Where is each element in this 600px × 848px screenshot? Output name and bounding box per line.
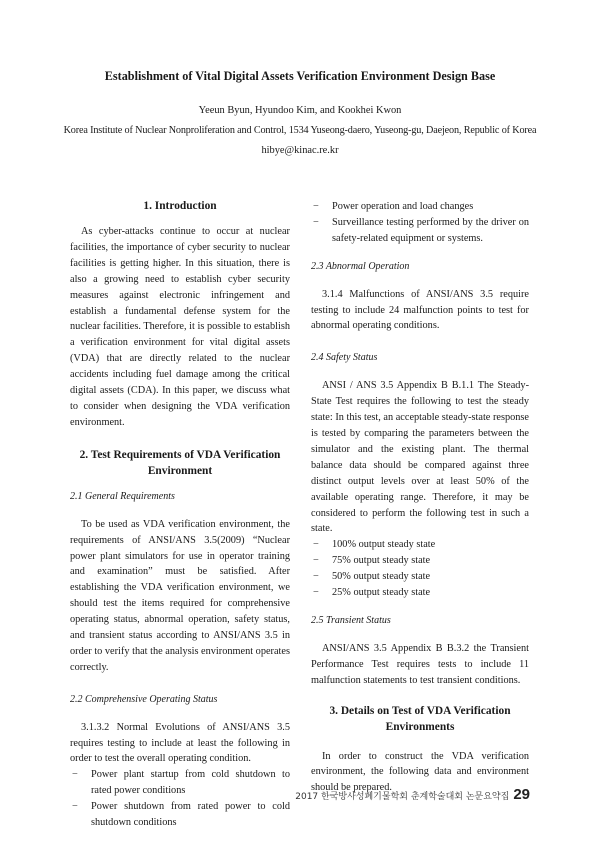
list-item: − 50% output steady state xyxy=(311,569,529,585)
comprehensive-operating-paragraph: 3.1.3.2 Normal Evolutions of ANSI/ANS 3.5 requires testing to include at least the following in order to test the overall operating condition. xyxy=(70,721,290,765)
subsection-heading-safety-status: 2.4 Safety Status xyxy=(311,352,378,364)
abnormal-operation-paragraph: 3.1.4 Malfunctions of ANSI/ANS 3.5 require testing to include 24 malfunction points to test for abnormal operating conditions. xyxy=(311,288,529,332)
list-item: − 25% output steady state xyxy=(311,585,529,601)
subsection-heading-transient-status: 2.5 Transient Status xyxy=(311,614,391,626)
subsection-heading-abnormal-operation: 2.3 Abnormal Operation xyxy=(311,260,410,272)
subsection-heading-comprehensive-operating-status: 2.2 Comprehensive Operating Status xyxy=(70,693,218,705)
list-item: − 75% output steady state xyxy=(311,553,529,569)
section-heading-details: 3. Details on Test of VDA Verification Environments xyxy=(329,704,511,733)
list-item: − 100% output steady state xyxy=(311,537,529,553)
safety-status-paragraph: ANSI / ANS 3.5 Appendix B B.1.1 The Steady-State Test requires the following to test the steady state: In this test, an acceptable steady-state response is tested by comparing the parameters between the simulator and the existing plant. The thermal balance data should be compared against three distinct output levels over at least 50% of the available operating range. Therefore, it may be considered to perform the following test in such a state. xyxy=(311,380,529,535)
section-heading-test-requirements: 2. Test Requirements of VDA Verification Environment xyxy=(79,448,281,477)
affiliation: Korea Institute of Nuclear Nonproliferation and Control, 1534 Yuseong-daero, Yuseong-gu, Daejeon, Republic of Korea xyxy=(63,125,537,136)
author-list: Yeeun Byun, Hyundoo Kim, and Kookhei Kwon xyxy=(198,105,402,116)
list-item: − Power operation and load changes xyxy=(311,199,529,215)
normal-evolutions-list xyxy=(70,767,290,831)
list-item: − Power shutdown from rated power to cold shutdown conditions xyxy=(70,799,290,831)
section-heading-introduction: 1. Introduction xyxy=(143,200,217,212)
author-email: hibye@kinac.re.kr xyxy=(261,145,339,156)
steady-state-list xyxy=(311,537,529,601)
details-paragraph: In order to construct the VDA verification environment, the following data and environment should be prepared. xyxy=(311,750,529,794)
subsection-heading-general-requirements: 2.1 General Requirements xyxy=(70,490,175,502)
transient-status-paragraph: ANSI/ANS 3.5 Appendix B B.3.2 the Transient Performance Test requires tests to include 11 malfunction statements to test transient conditions. xyxy=(311,642,529,686)
proceedings-title: 2017 한국방사성폐기물학회 춘계학술대회 논문요약집 xyxy=(295,792,510,802)
paper-title: Establishment of Vital Digital Assets Verification Environment Design Base xyxy=(104,69,496,83)
page-footer xyxy=(295,786,530,803)
list-item: − Power plant startup from cold shutdown to rated power conditions xyxy=(70,767,290,799)
left-column xyxy=(70,198,290,831)
list-item: − Surveillance testing performed by the driver on safety-related equipment or systems. xyxy=(311,215,529,247)
normal-evolutions-list-continued xyxy=(311,199,529,247)
right-column xyxy=(311,199,529,796)
introduction-paragraph: As cyber-attacks continue to occur at nuclear facilities, the importance of cyber security to nuclear facilities is getting higher. In this situation, there is also a growing need to establish cyber security measures against electronic infringement and establish a fundamental defense system for the nuclear facilities. Therefore, it is possible to establish a verification environment for vital digital assets (VDA) that are directly related to the nuclear accidents including fuel damage among the critical digital assets (CDA). In this paper, we discuss what to consider when designing the VDA verification environment. xyxy=(70,226,290,428)
page-number: 29 xyxy=(513,786,530,803)
general-requirements-paragraph: To be used as VDA verification environment, the requirements of ANSI/ANS 3.5(2009) “Nuclear power plant simulators for use in operator training and examination” must be satisfied. After establishing the VDA verification environment, we should test the items required for comprehensive operating status, abnormal operation, safety status, and transient status according to ANSI/ANS 3.5 in order to verify that the analysis environment operates correctly. xyxy=(70,518,290,673)
